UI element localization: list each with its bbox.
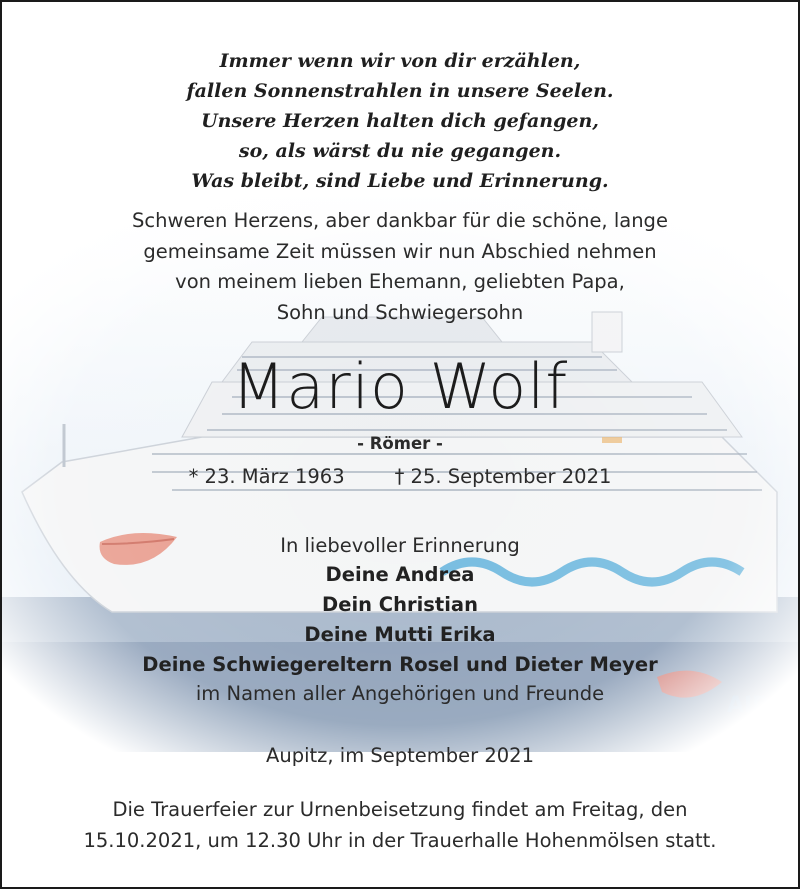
intro-line: Sohn und Schwiegersohn <box>276 300 524 324</box>
mourner-name: Dein Christian <box>322 593 478 616</box>
mourner-name: Deine Schwiegereltern Rosel und Dieter Meyer <box>142 653 658 676</box>
poem <box>2 46 798 196</box>
intro-line: gemeinsame Zeit müssen wir nun Abschied nehmen <box>143 239 657 263</box>
poem-line: fallen Sonnenstrahlen in unsere Seelen. <box>186 80 614 102</box>
intro-text <box>2 206 798 328</box>
poem-line: so, als wärst du nie gegangen. <box>238 140 562 162</box>
service-line: Die Trauerfeier zur Urnenbeisetzung findet am Freitag, den <box>112 798 688 821</box>
deceased-name: Mario Wolf <box>231 350 569 423</box>
poem-line: Was bleibt, sind Liebe und Erinnerung. <box>191 170 609 192</box>
mourners-closing: im Namen aller Angehörigen und Freunde <box>195 682 605 705</box>
poem-line: Unsere Herzen halten dich gefangen, <box>201 110 599 132</box>
deceased-nickname: - Römer - <box>357 434 443 453</box>
intro-line: Schweren Herzens, aber dankbar für die schöne, lange <box>132 209 668 232</box>
mourners-list <box>2 560 798 680</box>
service-line: 15.10.2021, um 12.30 Uhr in der Trauerhalle Hohenmölsen statt. <box>83 828 717 852</box>
funeral-service-info <box>2 795 798 856</box>
birth-date: * 23. März 1963 <box>188 465 345 488</box>
memory-intro: In liebevoller Erinnerung <box>280 534 520 557</box>
poem-line: Immer wenn wir von dir erzählen, <box>219 50 581 72</box>
notice-content <box>2 2 798 887</box>
mourner-name: Deine Mutti Erika <box>304 623 496 646</box>
place-date: Aupitz, im September 2021 <box>266 744 534 767</box>
mourner-name: Deine Andrea <box>325 563 475 586</box>
intro-line: von meinem lieben Ehemann, geliebten Papa, <box>175 270 625 293</box>
death-date: † 25. September 2021 <box>394 465 612 488</box>
life-dates <box>2 465 798 488</box>
